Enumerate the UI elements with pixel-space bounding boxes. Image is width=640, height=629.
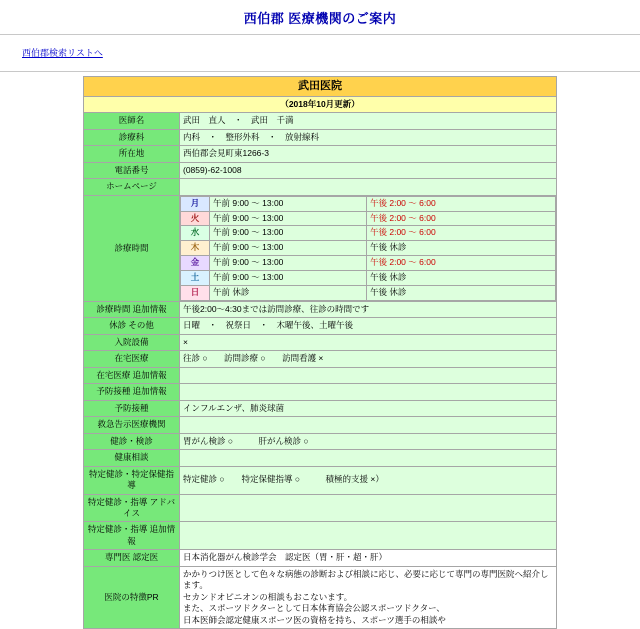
value-home-care-extra <box>180 367 557 383</box>
label-vaccination: 予防接種 <box>84 400 180 416</box>
schedule-row <box>181 286 556 301</box>
table-row-home-care <box>84 351 557 367</box>
value-specialist: 日本消化器がん検診学会 認定医（胃・肝・超・肝） <box>180 550 557 566</box>
value-tokutei-advice <box>180 494 557 522</box>
update-note: （2018年10月更新） <box>84 96 557 112</box>
label-health-consult: 健康相談 <box>84 450 180 466</box>
schedule-afternoon: 午後 2:00 ～ 6:00 <box>367 226 556 241</box>
label-hours: 診療時間 <box>84 195 180 301</box>
value-home-care <box>180 351 557 367</box>
label-holiday-other: 休診 その他 <box>84 318 180 334</box>
backlink-divider <box>0 71 640 72</box>
schedule-afternoon: 午後 2:00 ～ 6:00 <box>367 256 556 271</box>
label-address: 所在地 <box>84 146 180 162</box>
table-row-doctor <box>84 113 557 129</box>
value-address: 西伯郡会見町東1266-3 <box>180 146 557 162</box>
schedule-row <box>181 196 556 211</box>
schedule-container <box>180 195 557 301</box>
table-row-tokutei-advice <box>84 494 557 522</box>
schedule-morning: 午前 9:00 ～ 13:00 <box>210 196 367 211</box>
value-checkup: 胃がん検診 ○ 肝がん検診 ○ <box>180 433 557 449</box>
table-row-holiday-other <box>84 318 557 334</box>
schedule-day: 金 <box>181 256 210 271</box>
value-home-care-kango: 訪問看護 × <box>282 353 324 364</box>
schedule-morning: 午前 9:00 ～ 13:00 <box>210 226 367 241</box>
value-emergency <box>180 417 557 433</box>
schedule-morning: 午前 9:00 ～ 13:00 <box>210 256 367 271</box>
schedule-morning: 午前 休診 <box>210 286 367 301</box>
table-row-health-consult <box>84 450 557 466</box>
value-hours-extra: 午後2:00～4:30までは訪問診療、往診の時間です <box>180 301 557 317</box>
label-department: 診療科 <box>84 129 180 145</box>
table-row-specialist <box>84 550 557 566</box>
label-home-care-extra: 在宅医療 追加情報 <box>84 367 180 383</box>
table-row-home-care-extra <box>84 367 557 383</box>
schedule-row <box>181 211 556 226</box>
table-row-features <box>84 566 557 628</box>
schedule-morning: 午前 9:00 ～ 13:00 <box>210 211 367 226</box>
value-home-care-oushin: 往診 ○ <box>183 353 208 364</box>
clinic-info-sheet <box>83 76 557 629</box>
label-tokutei-advice: 特定健診・指導 アドバイス <box>84 494 180 522</box>
schedule-afternoon: 午後 休診 <box>367 271 556 286</box>
back-to-list-link[interactable]: 西伯郡検索リストへ <box>22 48 103 58</box>
table-row-hours <box>84 195 557 301</box>
schedule-afternoon: 午後 休診 <box>367 241 556 256</box>
label-tokutei-extra: 特定健診・指導 追加情報 <box>84 522 180 550</box>
schedule-afternoon: 午後 2:00 ～ 6:00 <box>367 196 556 211</box>
label-emergency: 救急告示医療機関 <box>84 417 180 433</box>
value-doctor: 武田 直人 ・ 武田 千満 <box>180 113 557 129</box>
table-row-phone <box>84 162 557 178</box>
table-row-homepage <box>84 179 557 195</box>
back-link-wrap <box>0 41 640 67</box>
value-phone: (0859)-62-1008 <box>180 162 557 178</box>
label-doctor: 医師名 <box>84 113 180 129</box>
value-tokutei-extra <box>180 522 557 550</box>
value-inpatient: × <box>180 334 557 350</box>
label-vaccination-extra: 予防接種 追加情報 <box>84 384 180 400</box>
table-row-department <box>84 129 557 145</box>
table-row-tokutei-extra <box>84 522 557 550</box>
schedule-row <box>181 256 556 271</box>
schedule-day: 火 <box>181 211 210 226</box>
schedule-row <box>181 226 556 241</box>
schedule-day: 木 <box>181 241 210 256</box>
value-holiday-other: 日曜 ・ 祝祭日 ・ 木曜午後、土曜午後 <box>180 318 557 334</box>
table-row-vaccination-extra <box>84 384 557 400</box>
table-row-hours-extra <box>84 301 557 317</box>
label-hours-extra: 診療時間 追加情報 <box>84 301 180 317</box>
schedule-day: 月 <box>181 196 210 211</box>
table-row-address <box>84 146 557 162</box>
table-row-update <box>84 96 557 112</box>
label-home-care: 在宅医療 <box>84 351 180 367</box>
value-homepage[interactable] <box>180 179 557 195</box>
schedule-morning: 午前 9:00 ～ 13:00 <box>210 271 367 286</box>
page-title: 西伯郡 医療機関のご案内 <box>243 11 397 26</box>
table-row-vaccination <box>84 400 557 416</box>
value-home-care-houmon: 訪問診療 ○ <box>224 353 266 364</box>
schedule-afternoon: 午後 2:00 ～ 6:00 <box>367 211 556 226</box>
label-specialist: 専門医 認定医 <box>84 550 180 566</box>
value-department: 内科 ・ 整形外科 ・ 放射線科 <box>180 129 557 145</box>
table-row-checkup <box>84 433 557 449</box>
schedule-day: 日 <box>181 286 210 301</box>
schedule-row <box>181 241 556 256</box>
title-divider <box>0 34 640 35</box>
label-checkup: 健診・検診 <box>84 433 180 449</box>
label-tokutei-checkup: 特定健診・特定保健指導 <box>84 466 180 494</box>
label-phone: 電話番号 <box>84 162 180 178</box>
label-homepage: ホームページ <box>84 179 180 195</box>
feature-line: セカンドオピニオンの相談もおこないます。 <box>183 591 353 602</box>
feature-line: かかりつけ医として色々な病態の診断および相談に応じ、必要に応じて専門の専門医院へ紹介します。 <box>183 568 549 591</box>
feature-line: 日本医師会認定健康スポーツ医の資格を持ち、スポーツ選手の相談や <box>183 614 446 625</box>
schedule-morning: 午前 9:00 ～ 13:00 <box>210 241 367 256</box>
label-features: 医院の特徴PR <box>84 566 180 628</box>
feature-line: また、スポーツドクターとして日本体育協会公認スポーツドクター、 <box>183 603 445 614</box>
table-row-inpatient <box>84 334 557 350</box>
table-row-clinic-name <box>84 77 557 97</box>
schedule-table <box>180 196 556 301</box>
value-vaccination: インフルエンザ、肺炎球菌 <box>180 400 557 416</box>
value-vaccination-extra <box>180 384 557 400</box>
schedule-row <box>181 271 556 286</box>
schedule-afternoon: 午後 休診 <box>367 286 556 301</box>
table-row-tokutei-checkup <box>84 466 557 494</box>
schedule-day: 水 <box>181 226 210 241</box>
clinic-name: 武田医院 <box>84 77 557 97</box>
label-inpatient: 入院設備 <box>84 334 180 350</box>
value-tokutei-checkup: 特定健診 ○ 特定保健指導 ○ 積極的支援 ×） <box>180 466 557 494</box>
value-features <box>180 566 557 628</box>
value-health-consult <box>180 450 557 466</box>
schedule-day: 土 <box>181 271 210 286</box>
table-row-emergency <box>84 417 557 433</box>
clinic-info-table <box>83 76 557 629</box>
